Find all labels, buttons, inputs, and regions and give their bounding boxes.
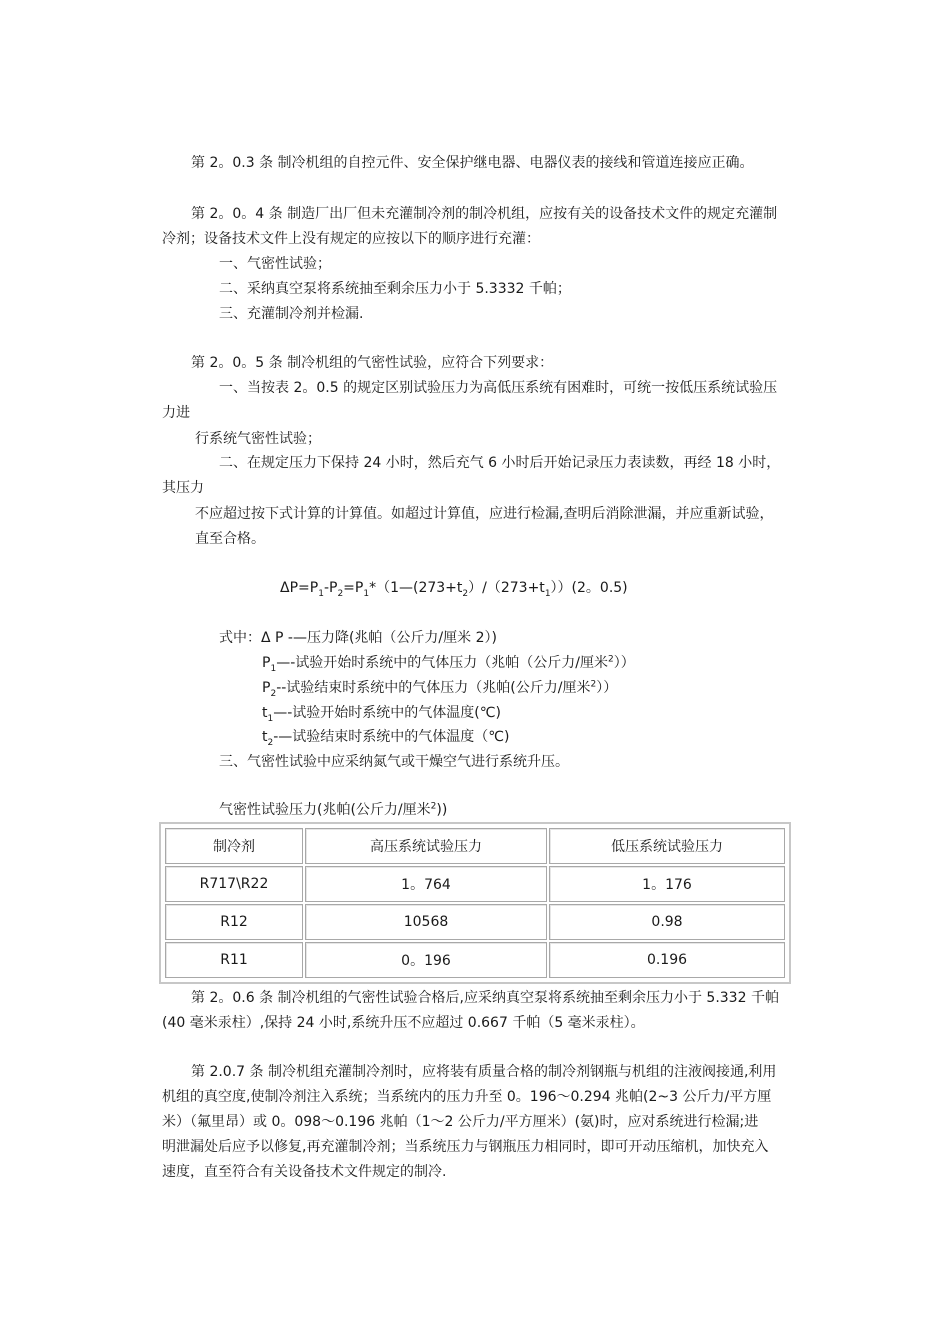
header-low-pressure: 低压系统试验压力 bbox=[549, 828, 785, 864]
table-cell: 1。764 bbox=[305, 866, 547, 902]
clause-2-0-7-line-2: 机组的真空度,使制冷剂注入系统；当系统内的压力升至 0。196～0.294 兆帕(2~3 公斤力/平方厘 bbox=[162, 1089, 772, 1105]
clause-2-0-6-line-2: (40 毫米汞柱）,保持 24 小时,系统升压不应超过 0.667 千帕（5 毫米汞柱）。 bbox=[162, 1015, 645, 1031]
header-refrigerant: 制冷剂 bbox=[165, 828, 303, 864]
clause-2-0-5-item-2-line-1: 二、在规定压力下保持 24 小时，然后充气 6 小时后开始记录压力表读数，再经 18 小时， bbox=[219, 455, 781, 471]
clause-2-0-5-line-1: 第 2。0。5 条 制冷机组的气密性试验，应符合下列要求： bbox=[191, 355, 554, 371]
clause-2-0-5-item-1-line-2: 力进 bbox=[162, 405, 190, 421]
table-cell: R11 bbox=[165, 942, 303, 978]
clause-2-0-4-line-2: 冷剂；设备技术文件上没有规定的应按以下的顺序进行充灌： bbox=[162, 231, 540, 247]
table-cell: 0。196 bbox=[305, 942, 547, 978]
clause-2-0-4-item-3: 三、充灌制冷剂并检漏. bbox=[219, 306, 364, 322]
clause-2-0-5-item-3: 三、气密性试验中应采纳氮气或干燥空气进行系统升压。 bbox=[219, 754, 569, 770]
clause-2-0-4-item-1: 一、气密性试验； bbox=[219, 256, 331, 272]
clause-2-0-5-item-1-line-3: 行系统气密性试验； bbox=[195, 431, 321, 447]
formula-legend-delta-p: 式中：Δ P -—压力降(兆帕（公斤力/厘米 2）) bbox=[219, 630, 497, 646]
clause-2-0-5-item-2-line-3: 不应超过按下式计算的计算值。如超过计算值，应进行检漏,查明后消除泄漏，并应重新试验， bbox=[195, 506, 774, 522]
formula-legend-t2: $t_2-—$试验结束时系统中的气体温度（℃) bbox=[262, 729, 510, 748]
table-cell: 1。176 bbox=[549, 866, 785, 902]
table-cell: R717\R22 bbox=[165, 866, 303, 902]
clause-2-0-4-line-1: 第 2。0。4 条 制造厂出厂但未充灌制冷剂的制冷机组，应按有关的设备技术文件的规定充灌制 bbox=[191, 206, 778, 222]
table-header-row bbox=[165, 828, 785, 864]
clause-2-0-7-line-4: 明泄漏处后应予以修复,再充灌制冷剂；当系统压力与钢瓶压力相同时，即可开动压缩机，加快充入 bbox=[162, 1139, 769, 1155]
table-cell: 0.196 bbox=[549, 942, 785, 978]
header-high-pressure: 高压系统试验压力 bbox=[305, 828, 547, 864]
formula-legend-t1: $t_1—-$试验开始时系统中的气体温度(℃) bbox=[262, 705, 501, 724]
clause-2-0-5-item-2-line-4: 直至合格。 bbox=[195, 531, 265, 547]
clause-2-0-7-line-3: 米）（氟里昂）或 0。098～0.196 兆帕（1～2 公斤力/平方厘米）(氨)时，应对系统进行检漏;进 bbox=[162, 1114, 759, 1130]
clause-2-0-5-item-2-line-2: 其压力 bbox=[162, 480, 204, 496]
table-cell: 10568 bbox=[305, 904, 547, 940]
formula-legend-p1: $P_1—-$试验开始时系统中的气体压力（兆帕（公斤力/厘米$^2$）） bbox=[262, 654, 635, 674]
table-cell: R12 bbox=[165, 904, 303, 940]
clause-2-0-3: 第 2。0.3 条 制冷机组的自控元件、安全保护继电器、电器仪表的接线和管道连接应正确。 bbox=[191, 155, 754, 171]
table-caption: 气密性试验压力(兆帕(公斤力/厘米$^2$)) bbox=[219, 801, 448, 818]
table-row bbox=[165, 942, 785, 978]
pressure-drop-formula: $\Delta P=P_1-P_2=P_1*(1—(273+t_2)/(273+t_1))(2$。0.5) bbox=[280, 580, 628, 599]
table-cell: 0.98 bbox=[549, 904, 785, 940]
clause-2-0-6-line-1: 第 2。0.6 条 制冷机组的气密性试验合格后,应采纳真空泵将系统抽至剩余压力小于 5.332 千帕 bbox=[191, 990, 779, 1006]
clause-2-0-4-item-2: 二、采纳真空泵将系统抽至剩余压力小于 5.3332 千帕； bbox=[219, 281, 571, 297]
clause-2-0-7-line-1: 第 2.0.7 条 制冷机组充灌制冷剂时，应将装有质量合格的制冷剂钢瓶与机组的注液阀接通,利用 bbox=[191, 1064, 777, 1080]
formula-legend-p2: $P_2--$试验结束时系统中的气体压力（兆帕(公斤力/厘米$^2$）） bbox=[262, 679, 618, 699]
clause-2-0-5-item-1-line-1: 一、当按表 2。0.5 的规定区别试验压力为高低压系统有困难时，可统一按低压系统试验压 bbox=[219, 380, 778, 396]
table-row bbox=[165, 866, 785, 902]
pressure-table bbox=[159, 822, 791, 984]
table-row bbox=[165, 904, 785, 940]
clause-2-0-7-line-5: 速度，直至符合有关设备技术文件规定的制冷. bbox=[162, 1164, 447, 1180]
